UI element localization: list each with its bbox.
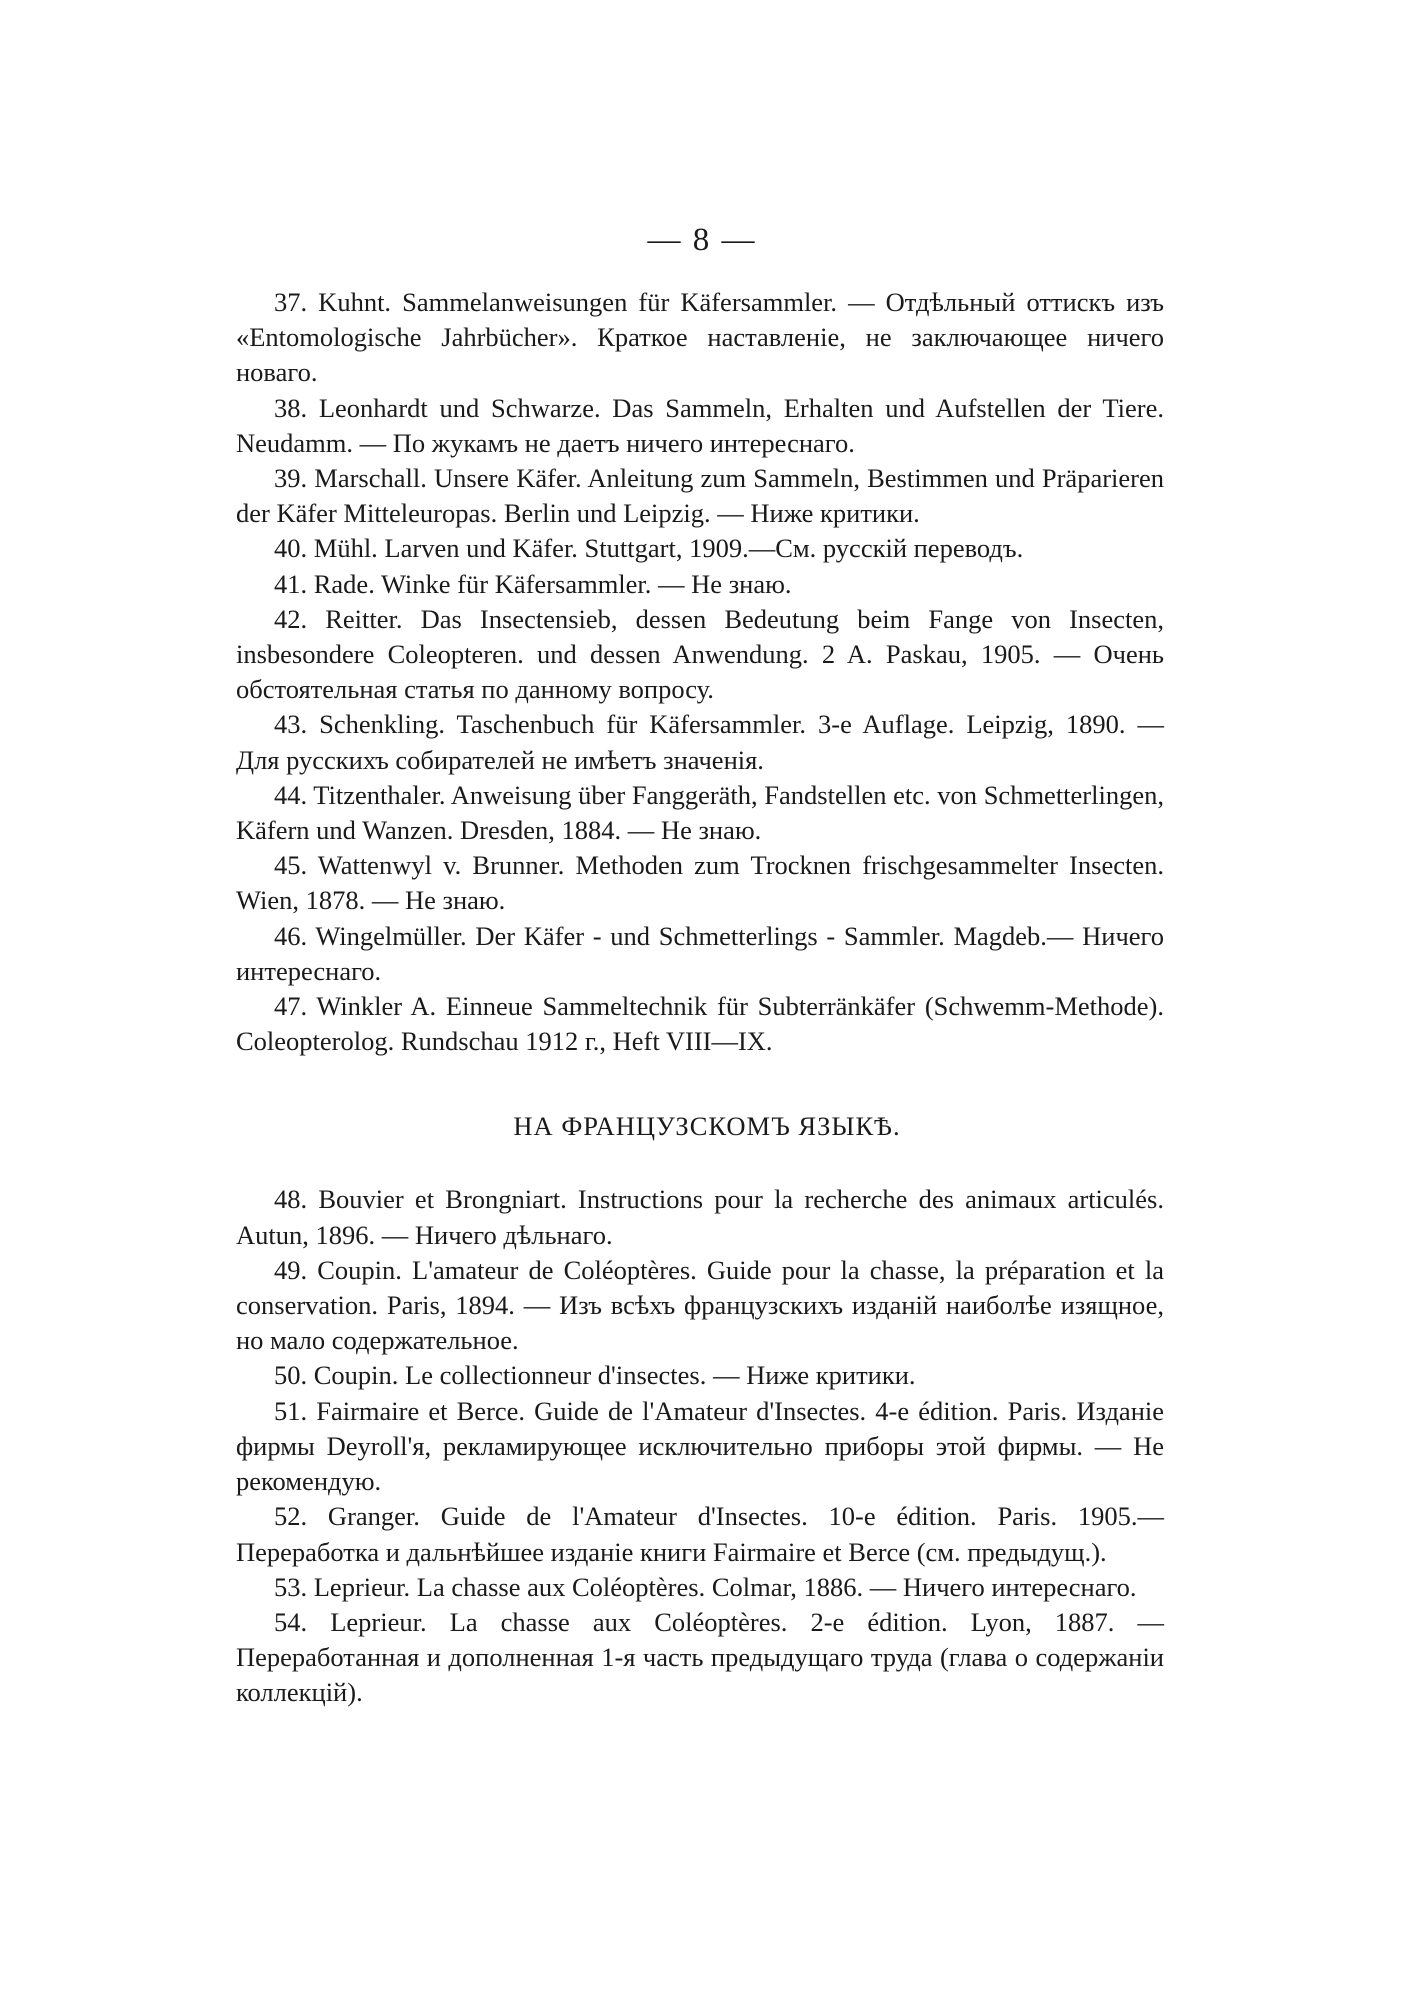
bibliography-entry-50: 50. Coupin. Le collectionneur d'insectes. — Ниже критики. bbox=[274, 1360, 916, 1391]
bibliography-entry-38: 38. Leonhardt und Schwarze. Das Sammeln, Erhalten und Aufstellen der Tiere. Neudamm. — По жукамъ не даетъ ничего интереснаго. bbox=[236, 392, 1164, 458]
page-number: — 8 — bbox=[647, 222, 757, 258]
bibliography-entry-45: 45. Wattenwyl v. Brunner. Methoden zum Trocknen frischgesammelter Insecten. Wien, 1878. — Не знаю. bbox=[236, 850, 1164, 916]
bibliography-entry-46: 46. Wingelmüller. Der Käfer - und Schmetterlings - Sammler. Magdeb.— Ничего интереснаго. bbox=[236, 920, 1164, 986]
bibliography-entry-54: 54. Leprieur. La chasse aux Coléoptères. 2-e édition. Lyon, 1887. — Переработанная и дополненная 1-я часть предыдущаго труда (глава о содержаніи коллекцій). bbox=[236, 1606, 1164, 1708]
bibliography-entry-53: 53. Leprieur. La chasse aux Coléoptères. Colmar, 1886. — Ничего интереснаго. bbox=[274, 1571, 1137, 1602]
bibliography-entry-52: 52. Granger. Guide de l'Amateur d'Insectes. 10-e édition. Paris. 1905.— Переработка и дальнѣйшее изданіе книги Fairmaire et Berce (см. предыдущ.). bbox=[236, 1501, 1164, 1567]
bibliography-entry-49: 49. Coupin. L'amateur de Coléoptères. Guide pour la chasse, la préparation et la conservation. Paris, 1894. — Изъ всѣхъ французскихъ изданій наиболѣе изящное, но мало содержательное. bbox=[236, 1254, 1164, 1356]
bibliography-entry-42: 42. Reitter. Das Insectensieb, dessen Bedeutung beim Fange von Insecten, insbesondere Coleopteren. und dessen Anwendung. 2 A. Paskau, 1905. — Очень обстоятельная статья по данному вопросу. bbox=[236, 603, 1164, 705]
bibliography-entry-41: 41. Rade. Winke für Käfersammler. — Не знаю. bbox=[274, 568, 792, 599]
bibliography-entry-37: 37. Kuhnt. Sammelanweisungen für Käfersammler. — Отдѣльный оттискъ изъ «Entomologische Jahrbücher». Краткое наставленіе, не заключающее ничего новаго. bbox=[236, 287, 1164, 388]
bibliography-entry-40: 40. Mühl. Larven und Käfer. Stuttgart, 1909.—См. русскій переводъ. bbox=[274, 533, 1024, 564]
bibliography-entry-43: 43. Schenkling. Taschenbuch für Käfersammler. 3-e Auflage. Leipzig, 1890. — Для русскихъ собирателей не имѣетъ значенія. bbox=[236, 709, 1164, 775]
bibliography-page-body bbox=[236, 285, 1164, 1711]
bibliography-entry-47: 47. Winkler A. Einneue Sammeltechnik für Subterränkäfer (Schwemm-Methode). Coleopterolog. Rundschau 1912 г., Heft VIII—IX. bbox=[236, 991, 1164, 1057]
bibliography-entry-44: 44. Titzenthaler. Anweisung über Fanggeräth, Fandstellen etc. von Schmetterlingen, Käfern und Wanzen. Dresden, 1884. — Не знаю. bbox=[236, 779, 1164, 846]
bibliography-entry-48: 48. Bouvier et Brongniart. Instructions pour la recherche des animaux articulés. Autun, 1896. — Ничего дѣльнаго. bbox=[236, 1184, 1164, 1250]
bibliography-entry-51: 51. Fairmaire et Berce. Guide de l'Amateur d'Insectes. 4-e édition. Paris. Изданіе фирмы Deyroll'я, рекламирующее исключительно приборы этой фирмы. — Не рекомендую. bbox=[236, 1395, 1164, 1497]
bibliography-entry-39: 39. Marschall. Unsere Käfer. Anleitung zum Sammeln, Bestimmen und Präparieren der Käfer Mitteleuropas. Berlin und Leipzig. — Ниже критики. bbox=[236, 463, 1164, 529]
section-heading-french: НА ФРАНЦУЗСКОМЪ ЯЗЫКѢ. bbox=[513, 1111, 901, 1142]
